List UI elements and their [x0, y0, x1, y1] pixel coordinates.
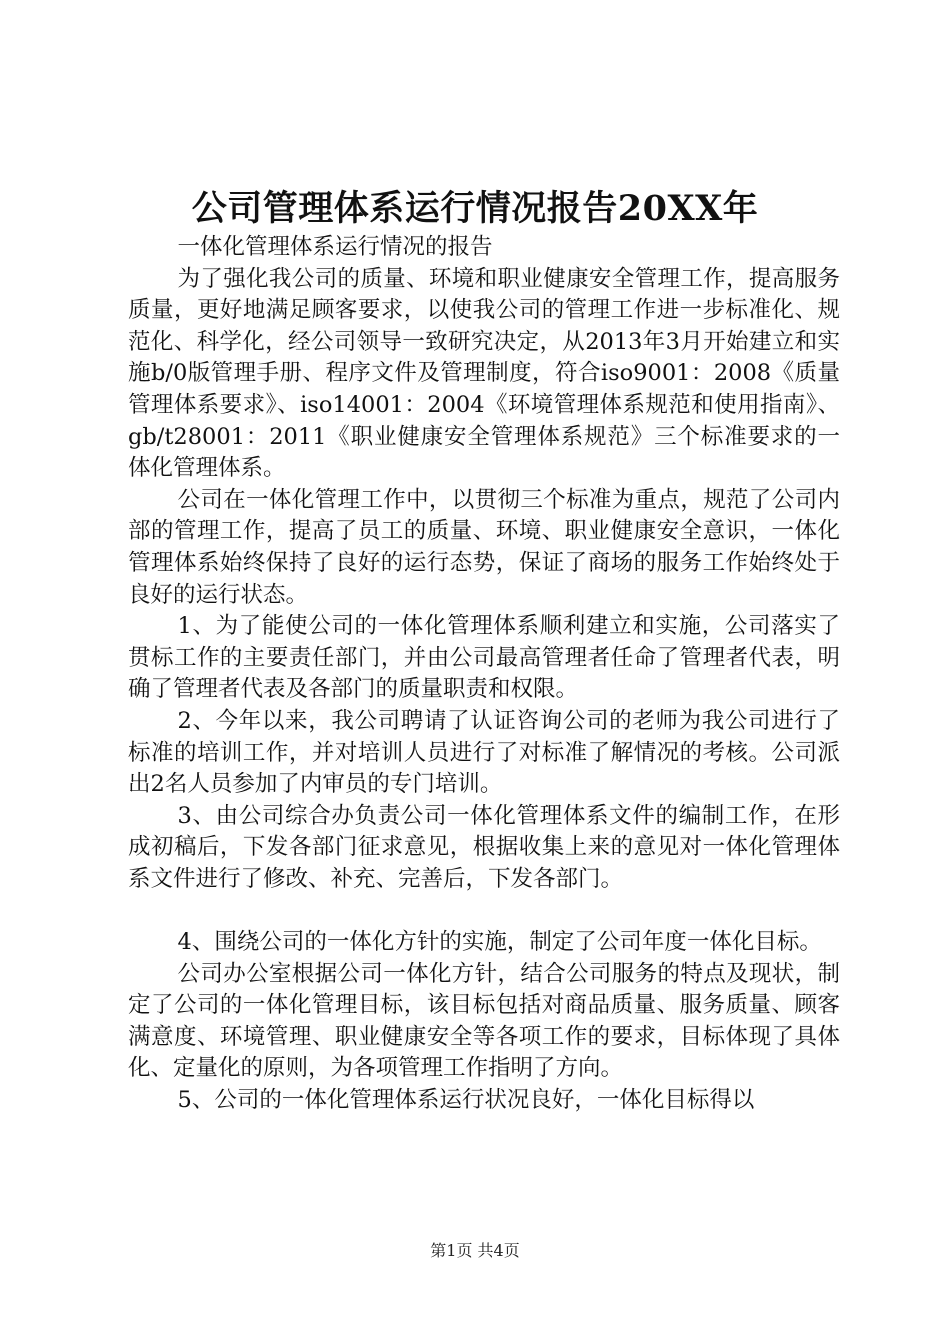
- paragraph-item-1: 1、为了能使公司的一体化管理体系顺利建立和实施，公司落实了贯标工作的主要责任部门，并由公司最高管理者任命了管理者代表，明确了管理者代表及各部门的质量职责和权限。: [128, 613, 840, 703]
- page-number-footer: 第1页 共4页: [430, 1241, 520, 1260]
- paragraph-intro: 为了强化我公司的质量、环境和职业健康安全管理工作，提高服务质量，更好地满足顾客要求，以使我公司的管理工作进一步标准化、规范化、科学化，经公司领导一致研究决定，从2013年3月开始建立和实施b/0版管理手册、程序文件及管理制度，符合iso9001：2008《质量管理体系要求》、iso14001：2004《环境管理体系规范和使用指南》、gb/t28001：2011《职业健康安全管理体系规范》三个标准要求的一体化管理体系。: [128, 265, 840, 482]
- paragraph-item-4: 4、围绕公司的一体化方针的实施，制定了公司年度一体化目标。: [177, 929, 822, 956]
- paragraph-objectives: 公司办公室根据公司一体化方针，结合公司服务的特点及现状，制定了公司的一体化管理目标，该目标包括对商品质量、服务质量、顾客满意度、环境管理、职业健康安全等各项工作的要求，目标体现了具体化、定量化的原则，为各项管理工作指明了方向。: [128, 960, 840, 1082]
- paragraph-report-heading: 一体化管理体系运行情况的报告: [177, 234, 493, 260]
- paragraph-item-3: 3、由公司综合办负责公司一体化管理体系文件的编制工作，在形成初稿后，下发各部门征求意见，根据收集上来的意见对一体化管理体系文件进行了修改、补充、完善后，下发各部门。: [128, 802, 840, 892]
- paragraph-item-5: 5、公司的一体化管理体系运行状况良好，一体化目标得以: [177, 1087, 755, 1114]
- paragraph-overview: 公司在一体化管理工作中，以贯彻三个标准为重点，规范了公司内部的管理工作，提高了员工的质量、环境、职业健康安全意识，一体化管理体系始终保持了良好的运行态势，保证了商场的服务工作始终处于良好的运行状态。: [128, 486, 840, 608]
- document-title: 公司管理体系运行情况报告20XX年: [191, 188, 759, 229]
- document-body: [128, 232, 840, 1117]
- paragraph-item-2: 2、今年以来，我公司聘请了认证咨询公司的老师为我公司进行了标准的培训工作，并对培训人员进行了对标准了解情况的考核。公司派出2名人员参加了内审员的专门培训。: [128, 707, 840, 798]
